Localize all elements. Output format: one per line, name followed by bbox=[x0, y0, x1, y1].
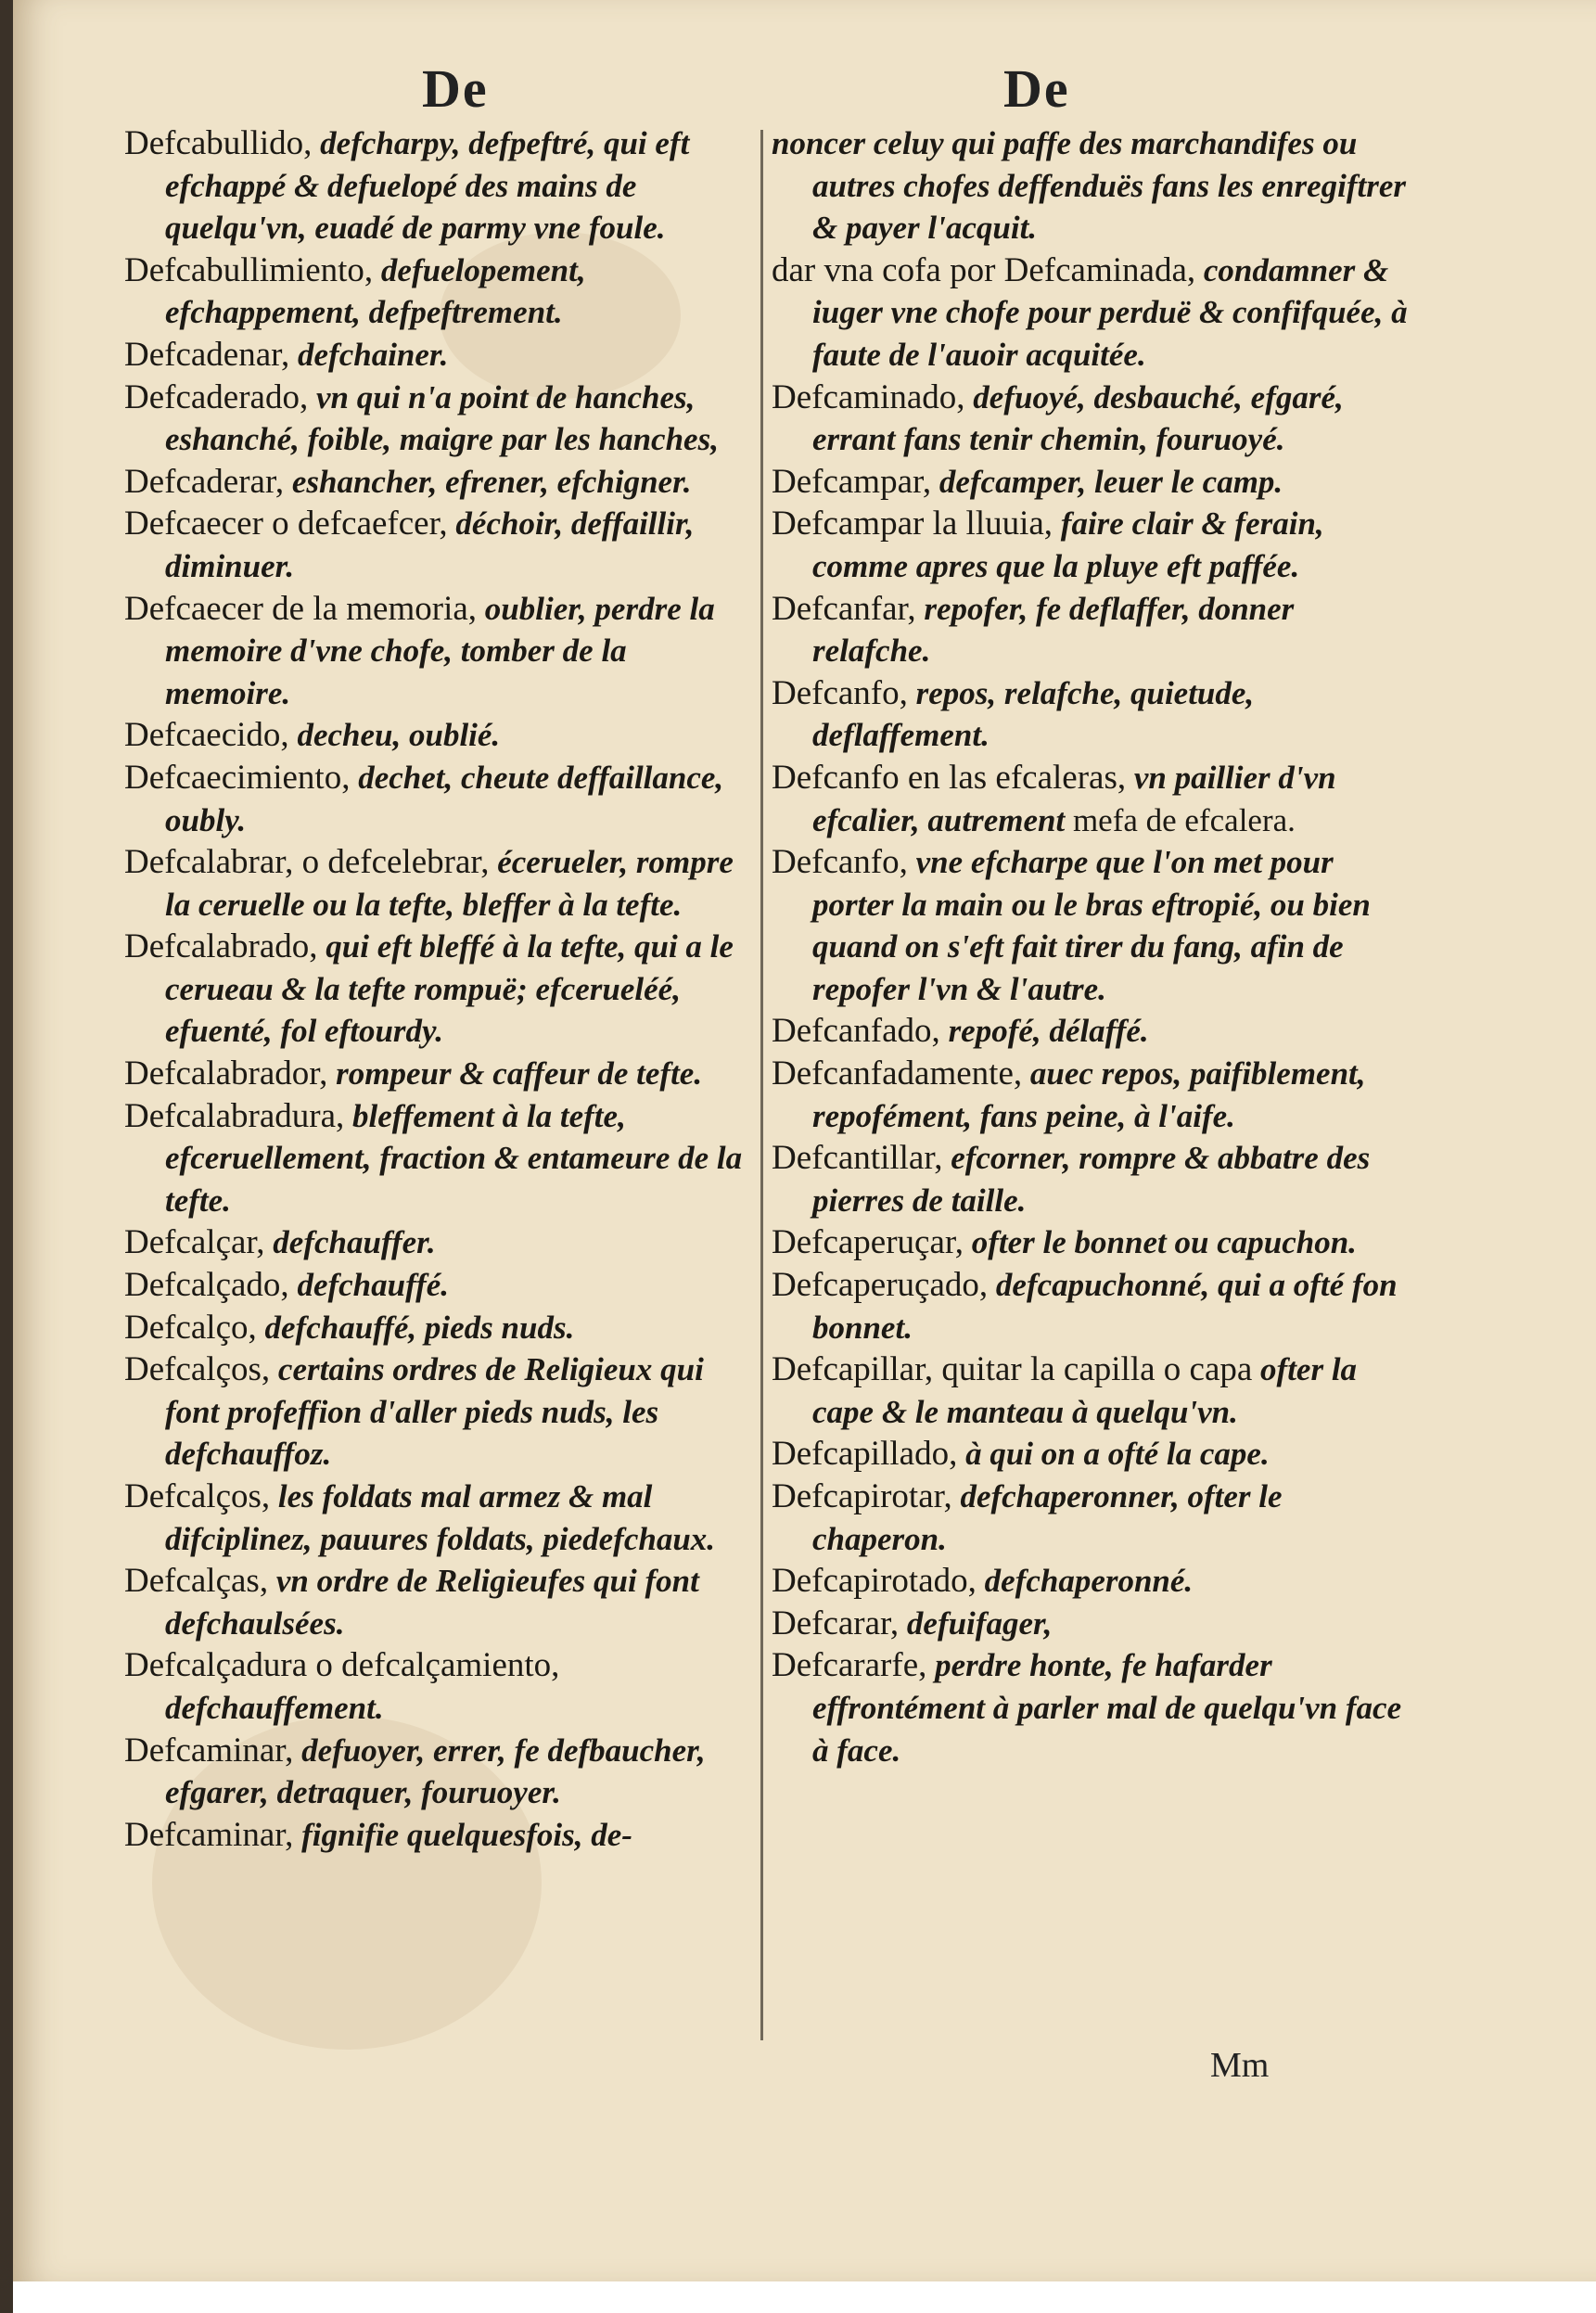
dictionary-entry bbox=[124, 1560, 755, 1644]
headword: Defcanfado, bbox=[772, 1012, 940, 1051]
dictionary-entry bbox=[772, 1137, 1411, 1221]
definition: defchaperonner, ofter le chaperon. bbox=[812, 1478, 1283, 1557]
definition: vn paillier d'vn efcalier, autrement bbox=[812, 759, 1336, 838]
definition: oublier, perdre la memoire d'vne chofe, tomber de la memoire. bbox=[165, 590, 715, 711]
left-column bbox=[124, 122, 755, 1856]
dictionary-entry bbox=[772, 588, 1411, 672]
headword: Defcaperuçar, bbox=[772, 1223, 964, 1262]
headword: Defcalçar, bbox=[124, 1223, 265, 1262]
dictionary-entry bbox=[124, 714, 755, 757]
dictionary-entry bbox=[124, 122, 755, 249]
definition: condamner & iuger vne chofe pour perduë & confifquée, à faute de l'auoir acquitée. bbox=[812, 251, 1408, 373]
definition: defcapuchonné, qui a ofté fon bonnet. bbox=[812, 1267, 1398, 1346]
headword: Defcaecer de la memoria, bbox=[124, 589, 478, 628]
dictionary-entry bbox=[772, 1221, 1411, 1264]
definition: qui eft bleffé à la tefte, qui a le cerueau & la tefte rompuë; efcerueléé, efuenté, fol eftourdy. bbox=[165, 928, 734, 1050]
dictionary-entry bbox=[772, 377, 1411, 461]
definition: defchauffé, pieds nuds. bbox=[264, 1309, 575, 1346]
headword: Defcalçadura o defcalçamiento, bbox=[124, 1646, 560, 1685]
dictionary-entry bbox=[124, 1095, 755, 1222]
definition: defchaperonné. bbox=[984, 1563, 1194, 1600]
definition: defuoyer, errer, fe defbaucher, efgarer, detraquer, fouruoyer. bbox=[165, 1732, 706, 1811]
headword: Defcaminar, bbox=[124, 1731, 294, 1770]
scan-edge bbox=[0, 0, 13, 2313]
headword: Defcanfar, bbox=[772, 589, 916, 628]
headword: Defcampar, bbox=[772, 462, 932, 501]
definition: fignifie quelquesfois, de- bbox=[301, 1816, 632, 1853]
definition: eshancher, efrener, efchigner. bbox=[291, 463, 692, 500]
dictionary-entry bbox=[772, 1348, 1411, 1433]
dictionary-entry bbox=[124, 1476, 755, 1560]
dictionary-entry bbox=[772, 1010, 1411, 1053]
running-header-left: De bbox=[422, 58, 489, 119]
headword: Defcarar, bbox=[772, 1604, 900, 1642]
headword: Defcalabrado, bbox=[124, 927, 318, 966]
dictionary-entry bbox=[124, 1053, 755, 1095]
definition: defchauffement. bbox=[165, 1689, 384, 1726]
definition: dechet, cheute deffaillance, oubly. bbox=[165, 759, 724, 838]
definition: defuoyé, desbauché, efgaré, errant fans tenir chemin, fouruoyé. bbox=[812, 378, 1344, 458]
headword: Defcapillado, bbox=[772, 1435, 958, 1474]
headword: Defcaminado, bbox=[772, 377, 965, 416]
definition: les foldats mal armez & mal difciplinez, pauures foldats, piedefchaux. bbox=[165, 1478, 716, 1557]
headword: Defcalço, bbox=[124, 1308, 257, 1347]
dictionary-entry bbox=[124, 503, 755, 587]
definition: defchauffé. bbox=[297, 1267, 450, 1304]
dictionary-entry bbox=[772, 1476, 1411, 1560]
dictionary-entry bbox=[124, 1814, 755, 1857]
definition: efcorner, rompre & abbatre des pierres de taille. bbox=[812, 1140, 1371, 1219]
definition: écerueler, rompre la ceruelle ou la tefte, bleffer à la tefte. bbox=[165, 844, 734, 923]
dictionary-entry bbox=[772, 461, 1411, 504]
definition: defuelopement, efchappement, defpeftrement. bbox=[165, 251, 586, 331]
dictionary-entry bbox=[124, 334, 755, 377]
definition: vne efcharpe que l'on met pour porter la main ou le bras eftropié, ou bien quand on s'eft fait tirer du fang, afin de repofer l'vn & l'autre. bbox=[812, 844, 1371, 1007]
definition: noncer celuy qui paffe des marchandifes ou autres chofes deffenduës fans les enregiftrer & payer l'acquit. bbox=[772, 125, 1407, 247]
dictionary-entry bbox=[772, 757, 1411, 841]
definition: vn qui n'a point de hanches, eshanché, foible, maigre par les hanches, bbox=[165, 378, 719, 458]
headword: Defcampar la lluuia, bbox=[772, 505, 1053, 543]
headword: Defcabullimiento, bbox=[124, 250, 374, 289]
headword: Defcaderado, bbox=[124, 377, 309, 416]
dictionary-entry bbox=[124, 1644, 755, 1729]
dictionary-entry bbox=[124, 757, 755, 841]
dictionary-entry bbox=[772, 1603, 1411, 1645]
definition: decheu, oublié. bbox=[297, 717, 501, 754]
dictionary-entry bbox=[124, 841, 755, 926]
headword: Defcadenar, bbox=[124, 335, 290, 374]
headword: Defcalças, bbox=[124, 1562, 269, 1601]
dictionary-entry bbox=[772, 672, 1411, 757]
definition: defchainer. bbox=[298, 336, 449, 373]
headword: Defcalabrar, o defcelebrar, bbox=[124, 843, 490, 882]
definition: auec repos, paifiblement, repofément, fans peine, à l'aife. bbox=[812, 1055, 1366, 1134]
dictionary-entry bbox=[124, 1730, 755, 1814]
definition: faire clair & ferain, comme apres que la pluye eft paffée. bbox=[812, 505, 1324, 584]
definition: perdre honte, fe hafarder effrontément à parler mal de quelqu'vn face à face. bbox=[812, 1647, 1402, 1769]
headword: Defcanfo, bbox=[772, 843, 908, 882]
headword: Defcararfe, bbox=[772, 1646, 927, 1685]
definition: repofer, fe deflaffer, donner relafche. bbox=[812, 590, 1295, 670]
definition: bleffement à la tefte, efceruellement, fraction & entameure de la tefte. bbox=[165, 1097, 743, 1219]
definition: vn ordre de Religieufes qui font defchaulsées. bbox=[165, 1563, 699, 1642]
headword: Defcanfadamente, bbox=[772, 1054, 1023, 1093]
dictionary-entry bbox=[124, 1348, 755, 1476]
headword: Defcaecer o defcaefcer, bbox=[124, 505, 448, 543]
definition: defuifager, bbox=[906, 1604, 1053, 1642]
headword: Defcaminar, bbox=[124, 1815, 294, 1854]
headword: Defcantillar, bbox=[772, 1139, 943, 1178]
definition: defcharpy, defpeftré, qui eft efchappé & defuelopé des mains de quelqu'vn, euadé de parmy vne foule. bbox=[165, 125, 690, 247]
definition: ofter la cape & le manteau à quelqu'vn. bbox=[812, 1351, 1358, 1430]
running-header-right: De bbox=[1003, 58, 1070, 119]
definition: defcamper, leuer le camp. bbox=[938, 463, 1283, 500]
headword: Defcalçado, bbox=[124, 1266, 289, 1305]
dictionary-entry bbox=[772, 503, 1411, 587]
dictionary-entry bbox=[772, 841, 1411, 1010]
headword: Defcabullido, bbox=[124, 124, 313, 162]
spanish-gloss: mefa de efcalera. bbox=[1072, 801, 1296, 838]
dictionary-entry bbox=[124, 461, 755, 504]
headword: Defcaperuçado, bbox=[772, 1266, 989, 1305]
headword: Defcalabradura, bbox=[124, 1096, 345, 1135]
definition: repofé, délaffé. bbox=[948, 1013, 1149, 1050]
dictionary-entry bbox=[124, 377, 755, 461]
dictionary-entry bbox=[772, 1264, 1411, 1348]
definition: defchauffer. bbox=[273, 1224, 436, 1261]
dictionary-entry bbox=[772, 249, 1411, 377]
right-column bbox=[772, 122, 1411, 1771]
dictionary-entry bbox=[124, 588, 755, 715]
headword: dar vna cofa por Defcaminada, bbox=[772, 250, 1196, 289]
definition: déchoir, deffaillir, diminuer. bbox=[165, 505, 695, 584]
headword: Defcalabrador, bbox=[124, 1054, 328, 1093]
dictionary-entry bbox=[124, 1221, 755, 1264]
catchword: Mm bbox=[1210, 2046, 1270, 2085]
dictionary-entry bbox=[124, 1307, 755, 1349]
definition: rompeur & caffeur de tefte. bbox=[336, 1055, 703, 1093]
headword: Defcanfo, bbox=[772, 673, 908, 712]
headword: Defcaecimiento, bbox=[124, 758, 351, 797]
definition: repos, relafche, quietude, deflaffement. bbox=[812, 674, 1255, 754]
headword: Defcaecido, bbox=[124, 716, 289, 755]
dictionary-entry bbox=[772, 1433, 1411, 1476]
headword: Defcapirotar, bbox=[772, 1477, 952, 1515]
definition: ofter le bonnet ou capuchon. bbox=[971, 1224, 1357, 1261]
headword: Defcanfo en las efcaleras, bbox=[772, 758, 1127, 797]
dictionary-entry bbox=[772, 1560, 1411, 1603]
column-rule bbox=[760, 130, 763, 2040]
headword: Defcaderar, bbox=[124, 462, 285, 501]
dictionary-entry bbox=[124, 926, 755, 1053]
headword: Defcapillar, quitar la capilla o capa bbox=[772, 1350, 1253, 1389]
dictionary-entry bbox=[772, 1053, 1411, 1137]
headword: Defcalços, bbox=[124, 1477, 271, 1515]
dictionary-entry bbox=[772, 122, 1411, 249]
dictionary-entry bbox=[124, 1264, 755, 1307]
headword: Defcalços, bbox=[124, 1350, 271, 1389]
dictionary-entry bbox=[772, 1644, 1411, 1771]
definition: certains ordres de Religieux qui font profeffion d'aller pieds nuds, les defchauffoz. bbox=[165, 1351, 704, 1473]
dictionary-entry bbox=[124, 249, 755, 334]
definition: à qui on a ofté la cape. bbox=[965, 1436, 1270, 1473]
headword: Defcapirotado, bbox=[772, 1562, 977, 1601]
